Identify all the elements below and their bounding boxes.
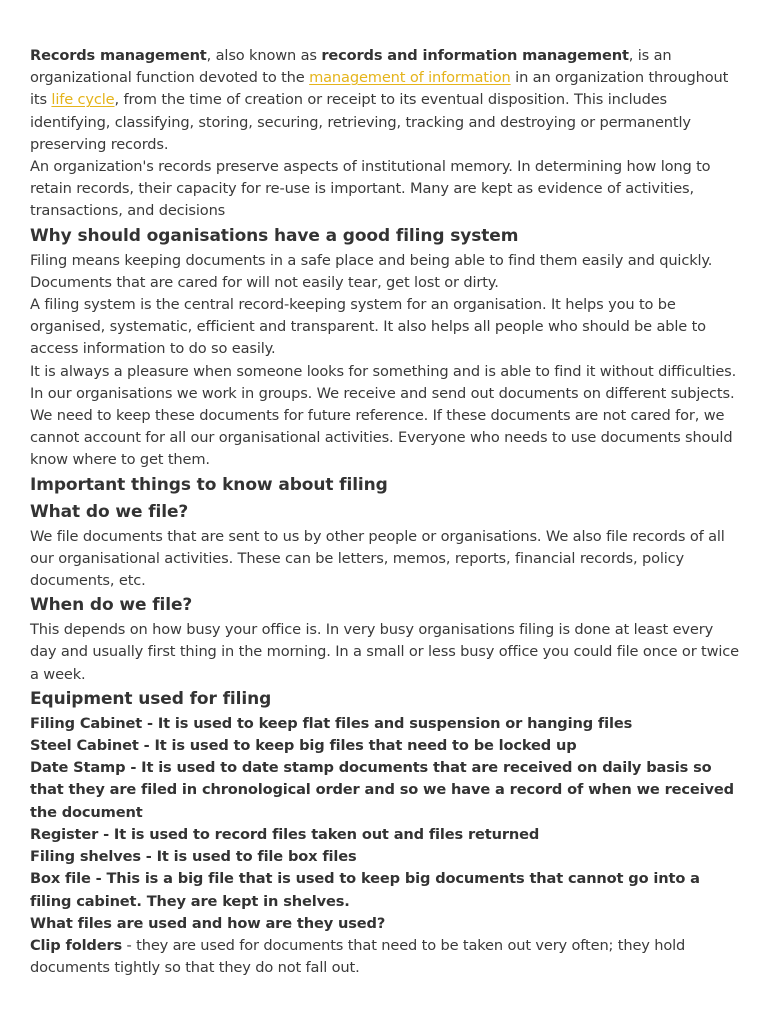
- clip-folders-text: - they are used for documents that need to be taken out very often; they hold documents tightly so that they do not fall out.: [30, 936, 686, 977]
- intro-text: , also known as: [206, 47, 322, 64]
- equipment-date-stamp: Date Stamp - It is used to date stamp documents that are received on daily basis so that they are filed in chronological order and so we have a record of when we received the document: [30, 759, 734, 821]
- link-life-cycle[interactable]: life cycle: [51, 91, 115, 109]
- intro-text: , from the time of creation or receipt to its eventual disposition. This includes identifying, classifying, storing, securing, retrieving, tracking and destroying or permanently preserving records.: [30, 91, 691, 153]
- link-management-of-information[interactable]: management of information: [309, 69, 511, 87]
- what-paragraph: We file documents that are sent to us by other people or organisations. We also file records of all our organisational activities. These can be letters, memos, reports, financial records, policy documents, etc.: [30, 527, 725, 590]
- equipment-register: Register - It is used to record files taken out and files returned: [30, 825, 540, 843]
- why-paragraph-1: Filing means keeping documents in a safe place and being able to find them easily and quickly. Documents that are cared for will not easily tear, get lost or dirty.: [30, 251, 713, 291]
- why-paragraph-3: It is always a pleasure when someone looks for something and is able to find it without difficulties. In our organisations we work in groups. We receive and send out documents on different subjects. We need to keep these documents for future reference. If these documents are not cared for, we cannot account for all our organisational activities. Everyone who needs to use documents should know where to get them.: [30, 362, 737, 469]
- term-records-information-management: records and information management: [321, 47, 629, 64]
- heading-equipment: Equipment used for filing: [30, 688, 272, 709]
- term-records-management: Records management: [30, 47, 207, 64]
- heading-why-filing-system: Why should oganisations have a good filing system: [30, 225, 519, 246]
- term-clip-folders: Clip folders: [30, 936, 123, 954]
- subheading-files-used: What files are used and how are they used?: [30, 914, 386, 932]
- heading-what-do-we-file: What do we file?: [30, 501, 189, 522]
- intro-paragraph: [30, 45, 742, 156]
- when-paragraph: This depends on how busy your office is. In very busy organisations filing is done at least every day and usually first thing in the morning. In a small or less busy office you could file once or twice a week.: [30, 621, 740, 683]
- heading-important-things: Important things to know about filing: [30, 474, 388, 495]
- heading-when-do-we-file: When do we file?: [30, 595, 193, 616]
- why-paragraph-2: A filing system is the central record-keeping system for an organisation. It helps you to be organised, systematic, efficient and transparent. It also helps all people who should be able to access information to do so easily.: [30, 296, 706, 358]
- equipment-box-file: Box file - This is a big file that is used to keep big documents that cannot go into a filing cabinet. They are kept in shelves.: [30, 870, 700, 910]
- institutional-memory-paragraph: An organization's records preserve aspects of institutional memory. In determining how long to retain records, their capacity for re-use is important. Many are kept as evidence of activities, transactions, and decisions: [30, 158, 711, 220]
- intro-text: , is an organizational function devoted to the: [30, 47, 672, 87]
- equipment-filing-cabinet: Filing Cabinet - It is used to keep flat files and suspension or hanging files: [30, 714, 633, 732]
- equipment-filing-shelves: Filing shelves - It is used to file box files: [30, 848, 357, 866]
- equipment-steel-cabinet: Steel Cabinet - It is used to keep big files that need to be locked up: [30, 737, 577, 755]
- intro-text: in an organization throughout its: [30, 69, 729, 109]
- clip-folders-paragraph: [30, 935, 742, 979]
- article: [30, 45, 742, 979]
